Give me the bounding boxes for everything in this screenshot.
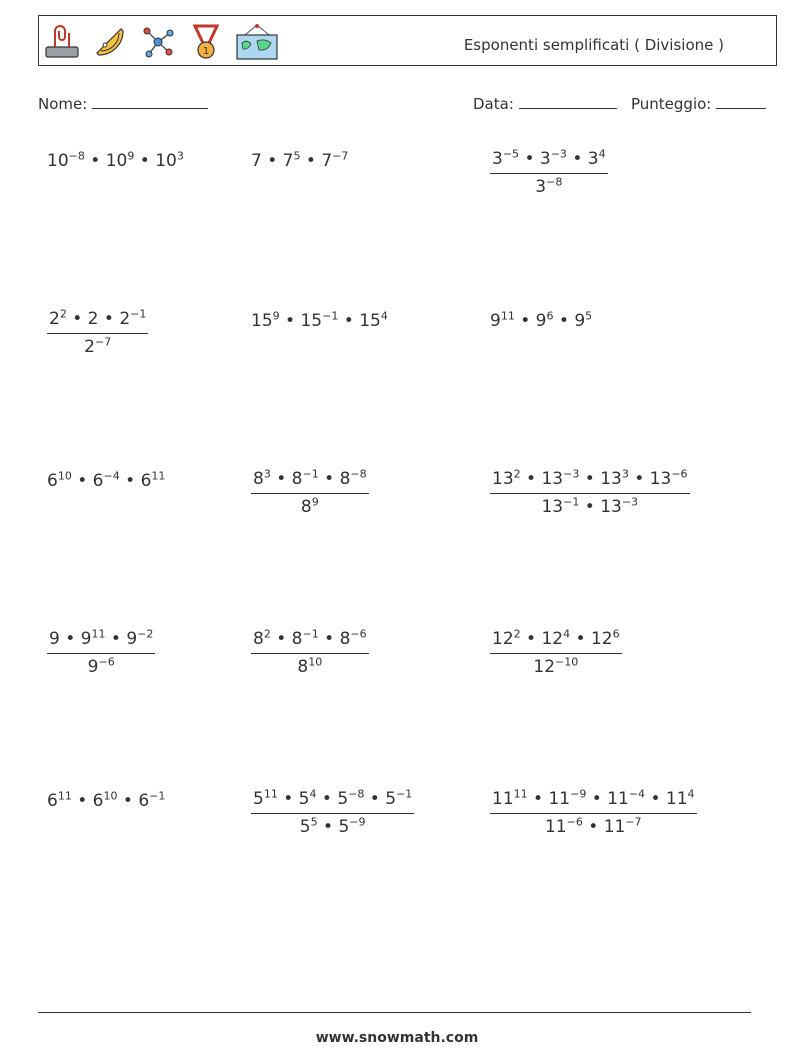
- denominator: [490, 494, 690, 517]
- molecule-icon: [139, 23, 177, 61]
- numerator: [490, 469, 690, 494]
- exponent: −9: [349, 815, 366, 829]
- base: 13: [600, 497, 622, 517]
- multiply-dot: •: [527, 789, 549, 809]
- denominator: [251, 654, 369, 677]
- exponent: −3: [563, 467, 580, 481]
- exponent: −3: [621, 495, 639, 509]
- base: 13: [600, 469, 622, 489]
- base: 13: [541, 497, 564, 517]
- multiply-dot: •: [645, 789, 666, 809]
- base: 13: [541, 469, 564, 489]
- exponent: −2: [137, 627, 154, 641]
- base: 3: [587, 149, 599, 169]
- fraction: [251, 469, 369, 517]
- base: 5: [298, 789, 310, 809]
- denominator: [490, 654, 622, 677]
- base: 5: [253, 789, 264, 809]
- base: 3: [539, 149, 551, 169]
- base: 8: [253, 629, 264, 649]
- multiply-dot: •: [84, 151, 106, 171]
- base: 7: [282, 151, 294, 171]
- base: 6: [92, 471, 104, 491]
- exponent: 9: [311, 495, 319, 509]
- base: 6: [138, 791, 150, 811]
- numerator: [251, 789, 414, 814]
- multiply-dot: •: [582, 817, 604, 837]
- problem-2: [251, 151, 348, 171]
- base: 13: [492, 469, 514, 489]
- base: 11: [492, 789, 514, 809]
- exponent: −6: [98, 655, 115, 669]
- exponent: −6: [671, 467, 688, 481]
- exponent: −8: [68, 149, 85, 163]
- numerator: [490, 629, 622, 654]
- exponent: 2: [513, 627, 521, 641]
- exponent: 2: [513, 467, 521, 481]
- multiply-dot: •: [579, 497, 601, 517]
- exponent: 10: [308, 655, 323, 669]
- denominator: [251, 494, 369, 517]
- problem-11: [251, 629, 369, 677]
- base: 8: [297, 657, 309, 677]
- base: 2: [119, 309, 131, 329]
- exponent: −1: [302, 467, 319, 481]
- exponent: −4: [103, 469, 120, 483]
- base: 12: [590, 629, 613, 649]
- exponent: −1: [322, 309, 339, 323]
- base: 9: [535, 311, 547, 331]
- exponent: 3: [263, 467, 271, 481]
- map-board-icon: [235, 23, 279, 61]
- multiply-dot: •: [71, 471, 93, 491]
- fraction: [47, 309, 148, 357]
- multiply-dot: •: [317, 817, 339, 837]
- fraction: [251, 629, 369, 677]
- multiply-dot: •: [338, 311, 360, 331]
- base: 9: [49, 629, 60, 649]
- base: 8: [291, 469, 303, 489]
- exponent: −9: [570, 787, 587, 801]
- multiply-dot: •: [628, 469, 650, 489]
- exponent: −1: [302, 627, 319, 641]
- exponent: −1: [396, 787, 413, 801]
- base: 15: [300, 311, 323, 331]
- multiply-dot: •: [586, 789, 608, 809]
- base: 5: [337, 789, 349, 809]
- base: 11: [548, 789, 571, 809]
- multiply-dot: •: [134, 151, 156, 171]
- exponent: −1: [563, 495, 580, 509]
- exponent: 5: [310, 815, 318, 829]
- worksheet-header: [38, 15, 777, 66]
- denominator: [490, 814, 697, 837]
- exponent: 10: [103, 789, 118, 803]
- exponent: 11: [91, 627, 106, 641]
- base: 7: [321, 151, 333, 171]
- exponent: −7: [332, 149, 349, 163]
- problem-6: [490, 311, 592, 331]
- base: 11: [665, 789, 688, 809]
- problem-14: [251, 789, 414, 837]
- problem-13: [47, 791, 165, 811]
- base: 8: [339, 469, 351, 489]
- base: 12: [533, 657, 556, 677]
- exponent: −1: [149, 789, 166, 803]
- multiply-dot: •: [279, 311, 301, 331]
- base: 13: [649, 469, 672, 489]
- problem-7: [47, 471, 165, 491]
- numerator: [490, 789, 697, 814]
- denominator: [251, 814, 414, 837]
- multiply-dot: •: [117, 791, 139, 811]
- base: 6: [140, 471, 152, 491]
- base: 15: [251, 311, 273, 331]
- exponent: −8: [546, 175, 563, 189]
- base: 11: [607, 789, 629, 809]
- base: 9: [80, 629, 92, 649]
- fraction: [251, 789, 414, 837]
- base: 5: [385, 789, 397, 809]
- footer-divider: [38, 1012, 751, 1013]
- numerator: [47, 629, 155, 654]
- problem-5: [251, 311, 388, 331]
- exponent: 6: [546, 309, 554, 323]
- problem-3: [490, 149, 608, 197]
- exponent: −6: [566, 815, 583, 829]
- svg-text:1: 1: [202, 46, 210, 57]
- exponent: −7: [95, 335, 112, 349]
- exponent: 11: [151, 469, 166, 483]
- base: 8: [339, 629, 351, 649]
- exponent: 11: [263, 787, 278, 801]
- base: 6: [47, 791, 58, 811]
- exponent: −6: [350, 627, 367, 641]
- binder-clip-icon: [43, 23, 81, 61]
- problem-10: [47, 629, 155, 677]
- exponent: −5: [502, 147, 520, 161]
- fraction: [490, 469, 690, 517]
- exponent: 4: [380, 309, 388, 323]
- base: 12: [492, 629, 514, 649]
- multiply-dot: •: [514, 311, 536, 331]
- exponent: 9: [272, 309, 280, 323]
- base: 6: [47, 471, 58, 491]
- name-blank[interactable]: [92, 94, 208, 109]
- exponent: 9: [127, 149, 135, 163]
- base: 6: [92, 791, 104, 811]
- base: 10: [47, 151, 69, 171]
- multiply-dot: •: [570, 629, 591, 649]
- score-label: Punteggio:: [631, 95, 712, 113]
- exponent: −8: [348, 787, 365, 801]
- multiply-dot: •: [270, 469, 292, 489]
- base: 12: [541, 629, 564, 649]
- exponent: 3: [176, 149, 184, 163]
- multiply-dot: •: [300, 151, 322, 171]
- name-label: Nome:: [38, 95, 88, 113]
- exponent: 10: [57, 469, 72, 483]
- problem-4: [47, 309, 148, 357]
- base: 8: [291, 629, 303, 649]
- base: 2: [49, 309, 60, 329]
- exponent: −4: [628, 787, 646, 801]
- multiply-dot: •: [66, 309, 88, 329]
- exponent: −8: [350, 467, 367, 481]
- problem-15: [490, 789, 697, 837]
- header-icons: [43, 21, 279, 63]
- fraction: [47, 629, 155, 677]
- multiply-dot: •: [318, 629, 340, 649]
- problem-12: [490, 629, 622, 677]
- base: 2: [87, 309, 99, 329]
- exponent: 4: [598, 147, 606, 161]
- exponent: −3: [550, 147, 567, 161]
- multiply-dot: •: [318, 469, 340, 489]
- date-label: Data:: [473, 95, 514, 113]
- exponent: 2: [263, 627, 271, 641]
- exponent: 4: [309, 787, 317, 801]
- exponent: 11: [513, 787, 528, 801]
- multiply-dot: •: [553, 311, 575, 331]
- exponent: −1: [130, 307, 147, 321]
- denominator: [490, 174, 608, 197]
- base: 11: [544, 817, 567, 837]
- exponent: 4: [563, 627, 571, 641]
- name-field: [38, 94, 208, 113]
- base: 9: [574, 311, 586, 331]
- multiply-dot: •: [364, 789, 386, 809]
- date-field: [473, 94, 617, 113]
- fraction: [490, 149, 608, 197]
- numerator: [251, 469, 369, 494]
- multiply-dot: •: [105, 629, 127, 649]
- exponent: 2: [59, 307, 67, 321]
- problem-9: [490, 469, 690, 517]
- fraction: [490, 629, 622, 677]
- exponent: 11: [57, 789, 72, 803]
- problem-1: [47, 151, 184, 171]
- exponent: −10: [555, 655, 579, 669]
- protractor-icon: [91, 23, 129, 61]
- numerator: [251, 629, 369, 654]
- multiply-dot: •: [119, 471, 141, 491]
- exponent: 5: [585, 309, 593, 323]
- medal-icon: [187, 23, 225, 61]
- score-blank[interactable]: [716, 94, 766, 109]
- multiply-dot: •: [520, 469, 542, 489]
- multiply-dot: •: [261, 151, 283, 171]
- base: 11: [603, 817, 626, 837]
- exponent: 6: [612, 627, 620, 641]
- multiply-dot: •: [270, 629, 292, 649]
- multiply-dot: •: [98, 309, 120, 329]
- problem-8: [251, 469, 369, 517]
- denominator: [47, 654, 155, 677]
- base: 5: [338, 817, 350, 837]
- multiply-dot: •: [579, 469, 601, 489]
- date-blank[interactable]: [519, 94, 617, 109]
- multiply-dot: •: [519, 149, 540, 169]
- base: 10: [155, 151, 177, 171]
- exponent: 5: [293, 149, 301, 163]
- base: 8: [300, 497, 312, 517]
- exponent: 4: [687, 787, 695, 801]
- base: 9: [126, 629, 138, 649]
- exponent: 3: [621, 467, 629, 481]
- base: 3: [492, 149, 503, 169]
- score-field: [631, 94, 766, 113]
- base: 2: [84, 337, 95, 357]
- multiply-dot: •: [520, 629, 542, 649]
- multiply-dot: •: [566, 149, 588, 169]
- multiply-dot: •: [59, 629, 81, 649]
- base: 15: [359, 311, 381, 331]
- multiply-dot: •: [316, 789, 338, 809]
- base: 8: [253, 469, 264, 489]
- fraction: [490, 789, 697, 837]
- multiply-dot: •: [71, 791, 93, 811]
- numerator: [490, 149, 608, 174]
- base: 5: [299, 817, 311, 837]
- base: 9: [490, 311, 501, 331]
- exponent: 11: [500, 309, 515, 323]
- multiply-dot: •: [277, 789, 299, 809]
- exponent: −7: [625, 815, 642, 829]
- base: 10: [105, 151, 128, 171]
- footer-url: www.snowmath.com: [315, 1030, 479, 1046]
- base: 7: [251, 151, 262, 171]
- base: 3: [535, 177, 547, 197]
- base: 9: [87, 657, 99, 677]
- numerator: [47, 309, 148, 334]
- denominator: [47, 334, 148, 357]
- worksheet-title: Esponenti semplificati ( Divisione ): [463, 36, 724, 54]
